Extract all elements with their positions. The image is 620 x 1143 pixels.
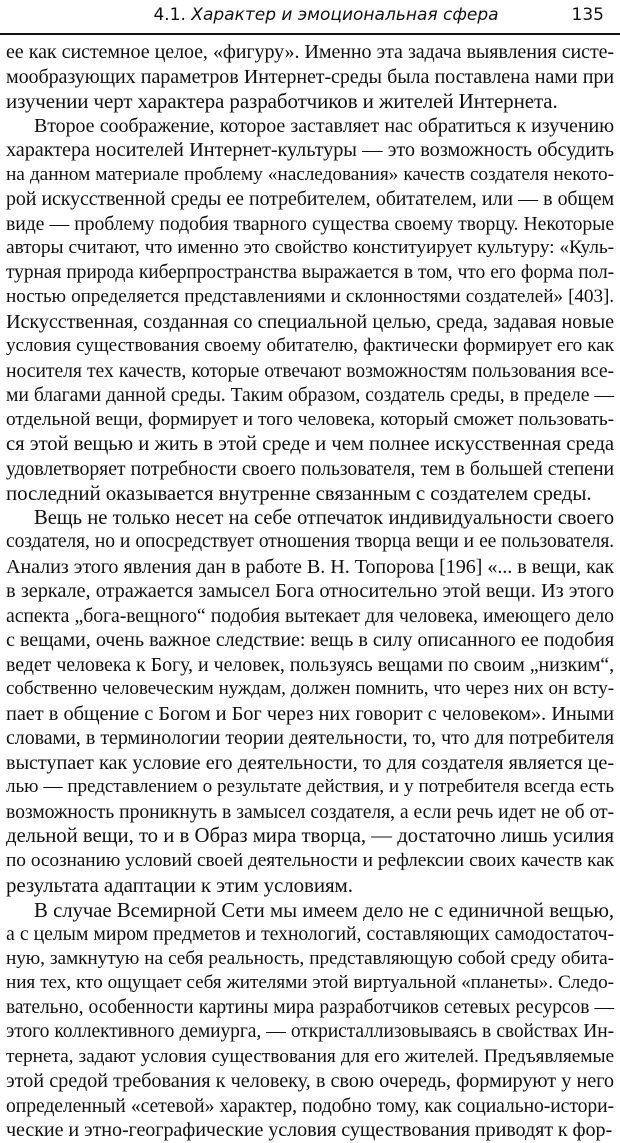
text-line: изучении черт характера разработчиков и жителей Интернета. <box>6 89 558 113</box>
text-line: рой искусственной среды ее потребителем, обитателем, или — в общем <box>6 188 614 210</box>
text-line: авторы считают, что именно это свойство конституирует культуру: «Куль- <box>6 237 614 258</box>
text-line: ся этой вещью и жить в этой среде и чем полнее искусственная среда <box>6 433 614 455</box>
paragraph <box>6 40 614 114</box>
section-heading <box>153 5 498 25</box>
text-line: ния тех, кто ощущает себя жителями этой виртуальной «планеты». Следо- <box>6 972 614 993</box>
text-line: по осознанию условий своей деятельности и рефлексии своих качеств как <box>6 849 614 871</box>
text-line: пает в общение с Богом и Бог через них говорит с человеком». Иными <box>6 702 614 725</box>
text-line: в зеркале, отражается замысел Бога относительно этой вещи. Из этого <box>6 580 614 602</box>
text-line: ее как системное целое, «фигуру». Именно эта задача выявления систе- <box>6 41 614 63</box>
paragraph <box>6 506 614 898</box>
text-line: турная природа киберпространства выражается в том, что его форма пол- <box>6 261 614 283</box>
text-line: ми благами данной среды. Таким образом, создатель среды, в пределе — <box>6 384 614 406</box>
text-line: ную, замкнутую на себя реальность, представляющую собой среду обита- <box>6 947 614 969</box>
text-line: этого коллективного демиурга, — откристаллизовываясь в свойствах Ин- <box>6 1021 614 1042</box>
text-line: возможность проникнуть в замысел создателя, а если речь идет не об от- <box>6 800 614 823</box>
text-line: а с целым миром предметов и технологий, составляющих самодостаточ- <box>6 923 614 945</box>
text-line: словами, в терминологии теории деятельности, то, что для потребителя <box>6 727 614 749</box>
text-line: удовлетворяет потребности своего пользователя, тем в большей степени <box>6 457 614 480</box>
text-line: собственно человеческим нуждам, должен помнить, что через них он всту- <box>6 678 614 699</box>
text-line: тернета, задают условия существования для его жителей. Предъявляемые <box>6 1045 614 1067</box>
text-line: условия существования своему обитателю, фактически формирует его как <box>6 335 614 356</box>
text-line: Анализ этого явления дан в работе В. Н. Топорова [196] «... в вещи, как <box>6 555 614 578</box>
text-line: В случае Всемирной Сети мы имеем дело не с единичной вещью, <box>34 897 614 922</box>
text-line: ческие и этно-географические условия существования приводят к фор- <box>6 1119 613 1141</box>
text-line: вательно, особенности картины мира разработчиков сетевых ресурсов — <box>6 996 614 1018</box>
text-line: носителя тех качеств, которые отвечают возможностям пользования все- <box>6 359 614 382</box>
text-line: Вещь не только несет на себе отпечаток индивидуальности своего <box>34 506 614 529</box>
text-line: ведет человека к Богу, и человек, пользуясь вещами по своим „низким“, <box>6 653 614 676</box>
text-line: лью — представлением о результате действия, и у потребителя всегда есть <box>6 776 614 797</box>
text-line: виде — проблему подобия тварного существа своему творцу. Некоторые <box>6 212 614 235</box>
body-text <box>6 40 614 1143</box>
text-line: определенный «сетевой» характер, подобно тому, как социально-истори- <box>6 1094 614 1117</box>
text-line: последний оказывается внутренне связанным с создателем среды. <box>6 481 592 505</box>
paragraph <box>6 114 614 506</box>
text-line: мообразующих параметров Интернет-среды была поставлена нами при <box>6 65 614 88</box>
text-line: ностью определяется представлениями и склонностями создателей» [403]. <box>6 286 614 307</box>
section-title: Характер и эмоциональная сфера <box>191 5 499 25</box>
text-line: характера носителей Интернет-культуры — это возможность обсудить <box>6 139 614 161</box>
section-number: 4.1. <box>153 5 186 25</box>
text-line: создателя, но и опосредствует отношения творца вещи и ее пользователя. <box>6 531 614 552</box>
text-line: аспекта „бога-вещного“ подобия вытекает для человека, имеющего дело <box>6 604 614 627</box>
text-line: с вещами, очень важное следствие: вещь в силу описанного ее подобия <box>6 629 614 651</box>
text-line: результата адаптации к этим условиям. <box>6 873 353 897</box>
header-rule <box>0 33 620 35</box>
paragraph <box>6 898 614 1143</box>
text-line: на данном материале проблему «наследования» качеств создателя некото- <box>6 163 614 185</box>
text-line: отдельной вещи, формирует и того человека, который сможет пользовать- <box>6 408 614 430</box>
text-line: Второе соображение, которое заставляет нас обратиться к изучению <box>34 114 614 137</box>
running-header <box>0 0 620 33</box>
page-number: 135 <box>571 5 604 25</box>
text-line: выступает как условие его деятельности, то для создателя является це- <box>6 751 614 774</box>
text-line: дельной вещи, то и в Образ мира творца, — достаточно лишь усилия <box>6 824 614 847</box>
text-line: Искусственная, созданная со специальной целью, среда, задавая новые <box>6 310 614 333</box>
text-line: этой средой требования к человеку, в свою очередь, формируют у него <box>6 1070 614 1092</box>
